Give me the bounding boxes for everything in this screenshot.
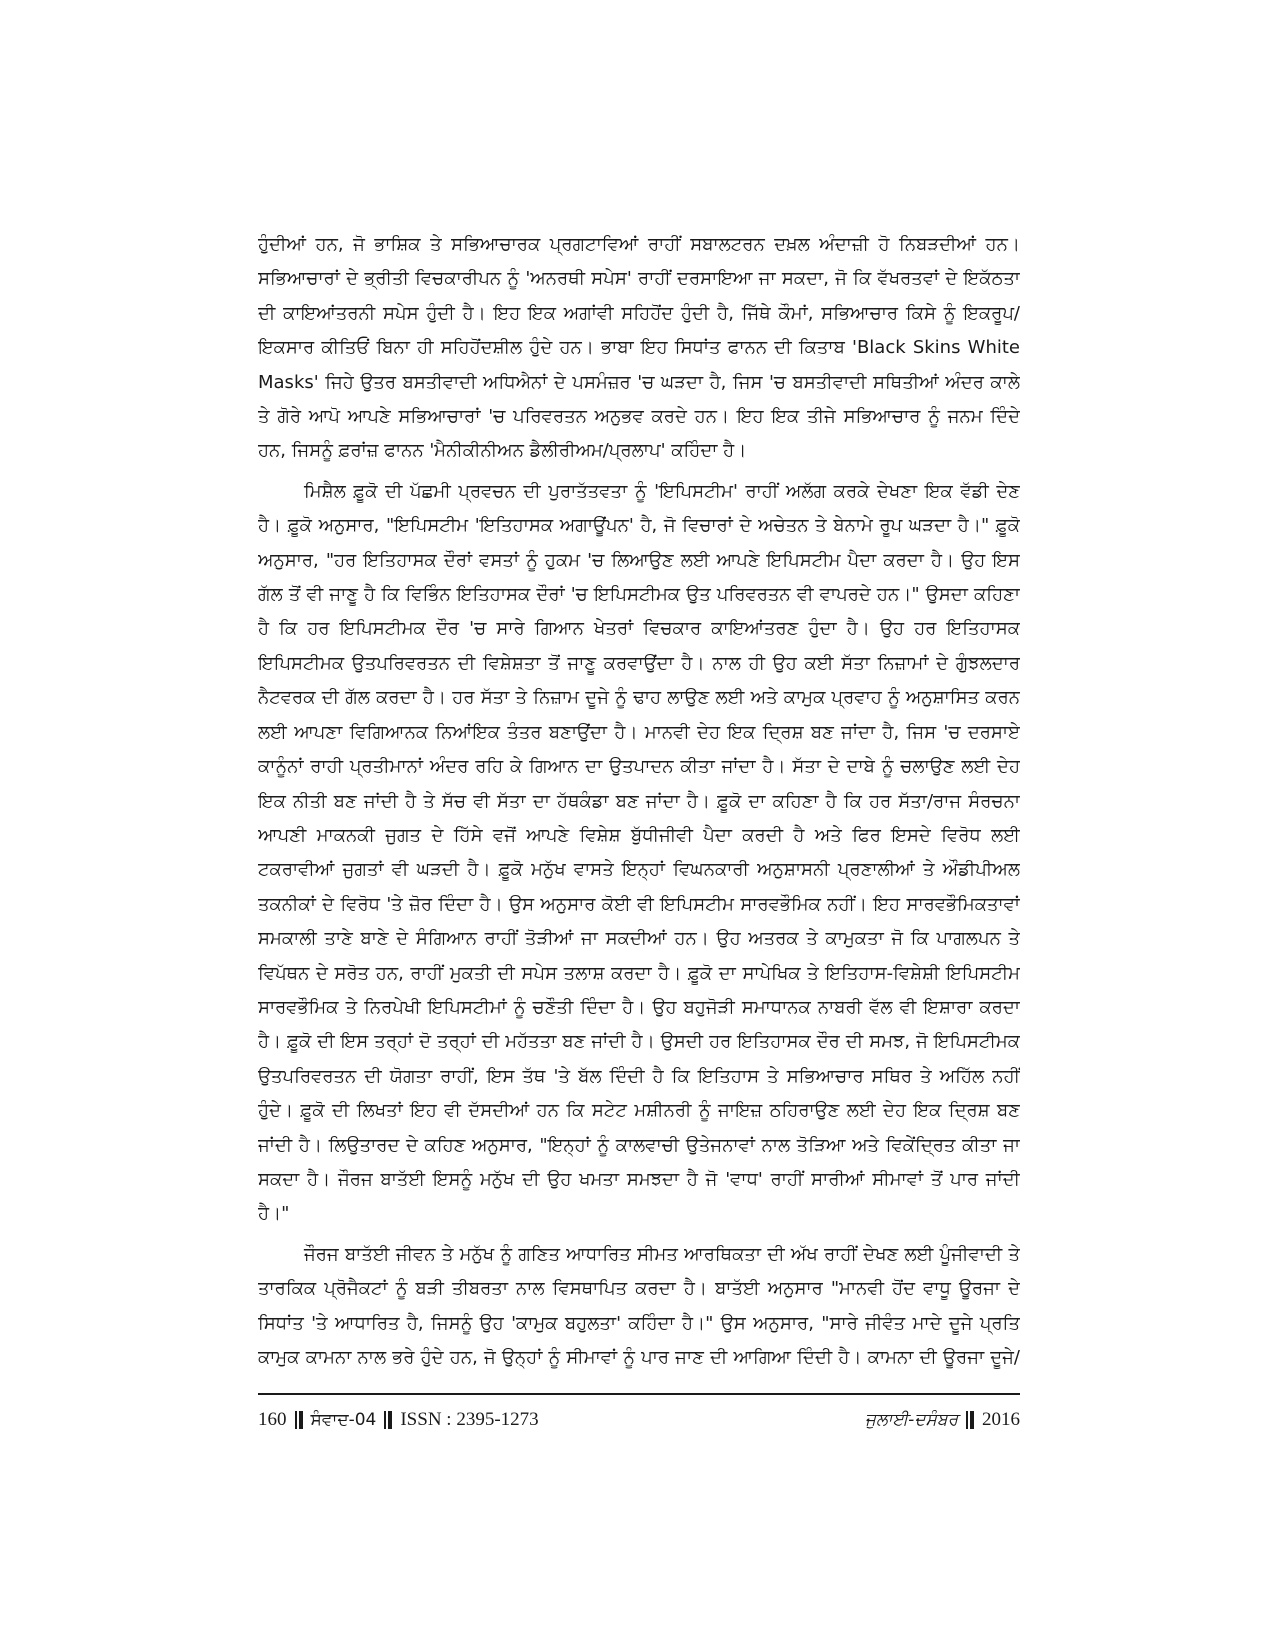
page-number: 160 (258, 1409, 287, 1430)
page-footer (258, 1402, 1020, 1438)
issn: ISSN : 2395-1273 (400, 1409, 539, 1430)
issue-months: ਜੁਲਾਈ-ਦਸੰਬਰ (864, 1410, 958, 1430)
issue-year: 2016 (982, 1409, 1020, 1430)
separator-icon (383, 1411, 393, 1429)
paragraph-1: ਹੁੰਦੀਆਂ ਹਨ, ਜੋ ਭਾਸ਼ਿਕ ਤੇ ਸਭਿਆਚਾਰਕ ਪ੍ਰਗਟਾਵਿਆਂ ਰਾਹੀਂ ਸਬਾਲਟਰਨ ਦਖ਼ਲ ਅੰਦਾਜ਼ੀ ਹੋ ਨਿਬੜਦੀਆਂ ਹਨ। ਸਭਿਆਚਾਰਾਂ ਦੇ ਭ੍ਰੀਤੀ ਵਿਚਕਾਰੀਪਨ ਨੂੰ 'ਅਨਰਥੀ ਸਪੇਸ' ਰਾਹੀਂ ਦਰਸਾਇਆ ਜਾ ਸਕਦਾ, ਜੋ ਕਿ ਵੱਖਰਤਵਾਂ ਦੇ ਇਕੱਠਤਾ ਦੀ ਕਾਇਆਂਤਰਨੀ ਸਪੇਸ ਹੁੰਦੀ ਹੈ। ਇਹ ਇਕ ਅਗਾਂਵੀ ਸਹਿਹੋਂਦ ਹੁੰਦੀ ਹੈ, ਜਿੱਥੇ ਕੌਮਾਂ, ਸਭਿਆਚਾਰ ਕਿਸੇ ਨੂੰ ਇਕਰੂਪ/ਇਕਸਾਰ ਕੀਤਿਓਂ ਬਿਨਾ ਹੀ ਸਹਿਹੋਂਦਸ਼ੀਲ ਹੁੰਦੇ ਹਨ। ਭਾਬਾ ਇਹ ਸਿਧਾਂਤ ਫਾਨਨ ਦੀ ਕਿਤਾਬ 'Black Skins White Masks' ਜਿਹੇ ਉਤਰ ਬਸਤੀਵਾਦੀ ਅਧਿਐਨਾਂ ਦੇ ਪਸਮੰਜ਼ਰ 'ਚ ਘੜਦਾ ਹੈ, ਜਿਸ 'ਚ ਬਸਤੀਵਾਦੀ ਸਥਿਤੀਆਂ ਅੰਦਰ ਕਾਲੇ ਤੇ ਗੋਰੇ ਆਪੋ ਆਪਣੇ ਸਭਿਆਚਾਰਾਂ 'ਚ ਪਰਿਵਰਤਨ ਅਨੁਭਵ ਕਰਦੇ ਹਨ। ਇਹ ਇਕ ਤੀਜੇ ਸਭਿਆਚਾਰ ਨੂੰ ਜਨਮ ਦਿੰਦੇ ਹਨ, ਜਿਸਨੂੰ ਫ਼ਰਾਂਜ਼ ਫਾਨਨ 'ਮੈਨੀਕੀਨੀਅਨ ਡੈਲੀਰੀਅਮ/ਪ੍ਰਲਾਪ' ਕਹਿੰਦਾ ਹੈ। (258, 234, 1020, 462)
paragraph-3: ਜੌਰਜ ਬਾਤੱਈ ਜੀਵਨ ਤੇ ਮਨੁੱਖ ਨੂੰ ਗਣਿਤ ਆਧਾਰਿਤ ਸੀਮਤ ਆਰਥਿਕਤਾ ਦੀ ਅੱਖ ਰਾਹੀਂ ਦੇਖਣ ਲਈ ਪੂੰਜੀਵਾਦੀ ਤੇ ਤਾਰਕਿਕ ਪ੍ਰੋਜੈਕਟਾਂ ਨੂੰ ਬੜੀ ਤੀਬਰਤਾ ਨਾਲ ਵਿਸਥਾਪਿਤ ਕਰਦਾ ਹੈ। ਬਾਤੱਈ ਅਨੁਸਾਰ "ਮਾਨਵੀ ਹੋਂਦ ਵਾਧੂ ਊਰਜਾ ਦੇ ਸਿਧਾਂਤ 'ਤੇ ਆਧਾਰਿਤ ਹੈ, ਜਿਸਨੂੰ ਉਹ 'ਕਾਮੁਕ ਬਹੁਲਤਾ' ਕਹਿੰਦਾ ਹੈ।" ਉਸ ਅਨੁਸਾਰ, "ਸਾਰੇ ਜੀਵੰਤ ਮਾਦੇ ਦੂਜੇ ਪ੍ਰਤਿ ਕਾਮੁਕ ਕਾਮਨਾ ਨਾਲ ਭਰੇ ਹੁੰਦੇ ਹਨ, ਜੋ ਉਨ੍ਹਾਂ ਨੂੰ ਸੀਮਾਵਾਂ ਨੂੰ ਪਾਰ ਜਾਣ ਦੀ ਆਗਿਆ ਦਿੰਦੀ ਹੈ। ਕਾਮਨਾ ਦੀ ਊਰਜਾ ਦੂਜੇ/ (258, 1243, 1020, 1368)
footer-left (258, 1409, 539, 1431)
separator-icon (965, 1411, 975, 1429)
journal-name: ਸੰਵਾਦ-04 (310, 1410, 377, 1430)
footer-right (865, 1409, 1020, 1431)
separator-icon (294, 1411, 304, 1429)
footer-divider (258, 1393, 1020, 1395)
article-body (258, 228, 1020, 1380)
paragraph-2: ਮਿਸ਼ੈਲ ਫ਼ੂਕੋ ਦੀ ਪੱਛਮੀ ਪ੍ਰਵਚਨ ਦੀ ਪੁਰਾਤੱਤਵਤਾ ਨੂੰ 'ਇਪਿਸਟੀਮ' ਰਾਹੀਂ ਅਲੱਗ ਕਰਕੇ ਦੇਖਣਾ ਇਕ ਵੱਡੀ ਦੇਣ ਹੈ। ਫ਼ੂਕੋ ਅਨੁਸਾਰ, "ਇਪਿਸਟੀਮ 'ਇਤਿਹਾਸਕ ਅਗਾਊਂਪਨ' ਹੈ, ਜੋ ਵਿਚਾਰਾਂ ਦੇ ਅਚੇਤਨ ਤੇ ਬੇਨਾਮੇ ਰੂਪ ਘੜਦਾ ਹੈ।" ਫ਼ੂਕੋ ਅਨੁਸਾਰ, "ਹਰ ਇਤਿਹਾਸਕ ਦੌਰਾਂ ਵਸਤਾਂ ਨੂੰ ਹੁਕਮ 'ਚ ਲਿਆਉਣ ਲਈ ਆਪਣੇ ਇਪਿਸਟੀਮ ਪੈਦਾ ਕਰਦਾ ਹੈ। ਉਹ ਇਸ ਗੱਲ ਤੋਂ ਵੀ ਜਾਣੂ ਹੈ ਕਿ ਵਿਭਿੰਨ ਇਤਿਹਾਸਕ ਦੌਰਾਂ 'ਚ ਇਪਿਸਟੀਮਕ ਉਤ ਪਰਿਵਰਤਨ ਵੀ ਵਾਪਰਦੇ ਹਨ।" ਉਸਦਾ ਕਹਿਣਾ ਹੈ ਕਿ ਹਰ ਇਪਿਸਟੀਮਕ ਦੌਰ 'ਚ ਸਾਰੇ ਗਿਆਨ ਖੇਤਰਾਂ ਵਿਚਕਾਰ ਕਾਇਆਂਤਰਣ ਹੁੰਦਾ ਹੈ। ਉਹ ਹਰ ਇਤਿਹਾਸਕ ਇਪਿਸਟੀਮਕ ਉਤਪਰਿਵਰਤਨ ਦੀ ਵਿਸ਼ੇਸ਼ਤਾ ਤੋਂ ਜਾਣੂ ਕਰਵਾਉਂਦਾ ਹੈ। ਨਾਲ ਹੀ ਉਹ ਕਈ ਸੱਤਾ ਨਿਜ਼ਾਮਾਂ ਦੇ ਗੁੰਝਲਦਾਰ ਨੈਟਵਰਕ ਦੀ ਗੱਲ ਕਰਦਾ ਹੈ। ਹਰ ਸੱਤਾ ਤੇ ਨਿਜ਼ਾਮ ਦੂਜੇ ਨੂੰ ਢਾਹ ਲਾਉਣ ਲਈ ਅਤੇ ਕਾਮੁਕ ਪ੍ਰਵਾਹ ਨੂੰ ਅਨੁਸ਼ਾਸਿਤ ਕਰਨ ਲਈ ਆਪਣਾ ਵਿਗਿਆਨਕ ਨਿਆਂਇਕ ਤੰਤਰ ਬਣਾਉਂਦਾ ਹੈ। ਮਾਨਵੀ ਦੇਹ ਇਕ ਦ੍ਰਿਸ਼ ਬਣ ਜਾਂਦਾ ਹੈ, ਜਿਸ 'ਚ ਦਰਸਾਏ ਕਾਨੂੰਨਾਂ ਰਾਹੀ ਪ੍ਰਤੀਮਾਨਾਂ ਅੰਦਰ ਰਹਿ ਕੇ ਗਿਆਨ ਦਾ ਉਤਪਾਦਨ ਕੀਤਾ ਜਾਂਦਾ ਹੈ। ਸੱਤਾ ਦੇ ਦਾਬੇ ਨੂੰ ਚਲਾਉਣ ਲਈ ਦੇਹ ਇਕ ਨੀਤੀ ਬਣ ਜਾਂਦੀ ਹੈ ਤੇ ਸੱਚ ਵੀ ਸੱਤਾ ਦਾ ਹੱਥਕੰਡਾ ਬਣ ਜਾਂਦਾ ਹੈ। ਫ਼ੂਕੋ ਦਾ ਕਹਿਣਾ ਹੈ ਕਿ ਹਰ ਸੱਤਾ/ਰਾਜ ਸੰਰਚਨਾ ਆਪਣੀ ਮਾਕਨਕੀ ਜੁਗਤ ਦੇ ਹਿੱਸੇ ਵਜੋਂ ਆਪਣੇ ਵਿਸ਼ੇਸ਼ ਬੁੱਧੀਜੀਵੀ ਪੈਦਾ ਕਰਦੀ ਹੈ ਅਤੇ ਫਿਰ ਇਸਦੇ ਵਿਰੋਧ ਲਈ ਟਕਰਾਵੀਆਂ ਜੁਗਤਾਂ ਵੀ ਘੜਦੀ ਹੈ। ਫ਼ੂਕੋ ਮਨੁੱਖ ਵਾਸਤੇ ਇਨ੍ਹਾਂ ਵਿਘਨਕਾਰੀ ਅਨੁਸ਼ਾਸਨੀ ਪ੍ਰਣਾਲੀਆਂ ਤੇ ਔਡੀਪੀਅਲ ਤਕਨੀਕਾਂ ਦੇ ਵਿਰੋਧ 'ਤੇ ਜ਼ੋਰ ਦਿੰਦਾ ਹੈ। ਉਸ ਅਨੁਸਾਰ ਕੋਈ ਵੀ ਇਪਿਸਟੀਮ ਸਾਰਵਭੌਮਿਕ ਨਹੀਂ। ਇਹ ਸਾਰਵਭੌਮਿਕਤਾਵਾਂ ਸਮਕਾਲੀ ਤਾਣੇ ਬਾਣੇ ਦੇ ਸੰਗਿਆਨ ਰਾਹੀਂ ਤੋੜੀਆਂ ਜਾ ਸਕਦੀਆਂ ਹਨ। ਉਹ ਅਤਰਕ ਤੇ ਕਾਮੁਕਤਾ ਜੋ ਕਿ ਪਾਗਲਪਨ ਤੇ ਵਿਪੱਥਨ ਦੇ ਸਰੋਤ ਹਨ, ਰਾਹੀਂ ਮੁਕਤੀ ਦੀ ਸਪੇਸ ਤਲਾਸ਼ ਕਰਦਾ ਹੈ। ਫ਼ੂਕੋ ਦਾ ਸਾਪੇਖਿਕ ਤੇ ਇਤਿਹਾਸ-ਵਿਸ਼ੇਸ਼ੀ ਇਪਿਸਟੀਮ ਸਾਰਵਭੌਮਿਕ ਤੇ ਨਿਰਪੇਖੀ ਇਪਿਸਟੀਮਾਂ ਨੂੰ ਚਣੌਤੀ ਦਿੰਦਾ ਹੈ। ਉਹ ਬਹੁਜੋੜੀ ਸਮਾਧਾਨਕ ਨਾਬਰੀ ਵੱਲ ਵੀ ਇਸ਼ਾਰਾ ਕਰਦਾ ਹੈ। ਫ਼ੂਕੋ ਦੀ ਇਸ ਤਰ੍ਹਾਂ ਦੋ ਤਰ੍ਹਾਂ ਦੀ ਮਹੱਤਤਾ ਬਣ ਜਾਂਦੀ ਹੈ। ਉਸਦੀ ਹਰ ਇਤਿਹਾਸਕ ਦੌਰ ਦੀ ਸਮਝ, ਜੋ ਇਪਿਸਟੀਮਕ ਉਤਪਰਿਵਰਤਨ ਦੀ ਯੋਗਤਾ ਰਾਹੀਂ, ਇਸ ਤੱਥ 'ਤੇ ਬੱਲ ਦਿੰਦੀ ਹੈ ਕਿ ਇਤਿਹਾਸ ਤੇ ਸਭਿਆਚਾਰ ਸਥਿਰ ਤੇ ਅਹਿੱਲ ਨਹੀਂ ਹੁੰਦੇ। ਫ਼ੂਕੋ ਦੀ ਲਿਖਤਾਂ ਇਹ ਵੀ ਦੱਸਦੀਆਂ ਹਨ ਕਿ ਸਟੇਟ ਮਸ਼ੀਨਰੀ ਨੂੰ ਜਾਇਜ਼ ਠਹਿਰਾਉਣ ਲਈ ਦੇਹ ਇਕ ਦ੍ਰਿਸ਼ ਬਣ ਜਾਂਦੀ ਹੈ। ਲਿਉਤਾਰਦ ਦੇ ਕਹਿਣ ਅਨੁਸਾਰ, "ਇਨ੍ਹਾਂ ਨੂੰ ਕਾਲਵਾਚੀ ਉਤੇਜਨਾਵਾਂ ਨਾਲ ਤੋੜਿਆ ਅਤੇ ਵਿਕੇਂਦ੍ਰਿਤ ਕੀਤਾ ਜਾ ਸਕਦਾ ਹੈ। ਜੌਰਜ ਬਾਤੱਈ ਇਸਨੂੰ ਮਨੁੱਖ ਦੀ ਉਹ ਖਮਤਾ ਸਮਝਦਾ ਹੈ ਜੋ 'ਵਾਧ' ਰਾਹੀਂ ਸਾਰੀਆਂ ਸੀਮਾਵਾਂ ਤੋਂ ਪਾਰ ਜਾਂਦੀ ਹੈ।" (258, 480, 1020, 1225)
